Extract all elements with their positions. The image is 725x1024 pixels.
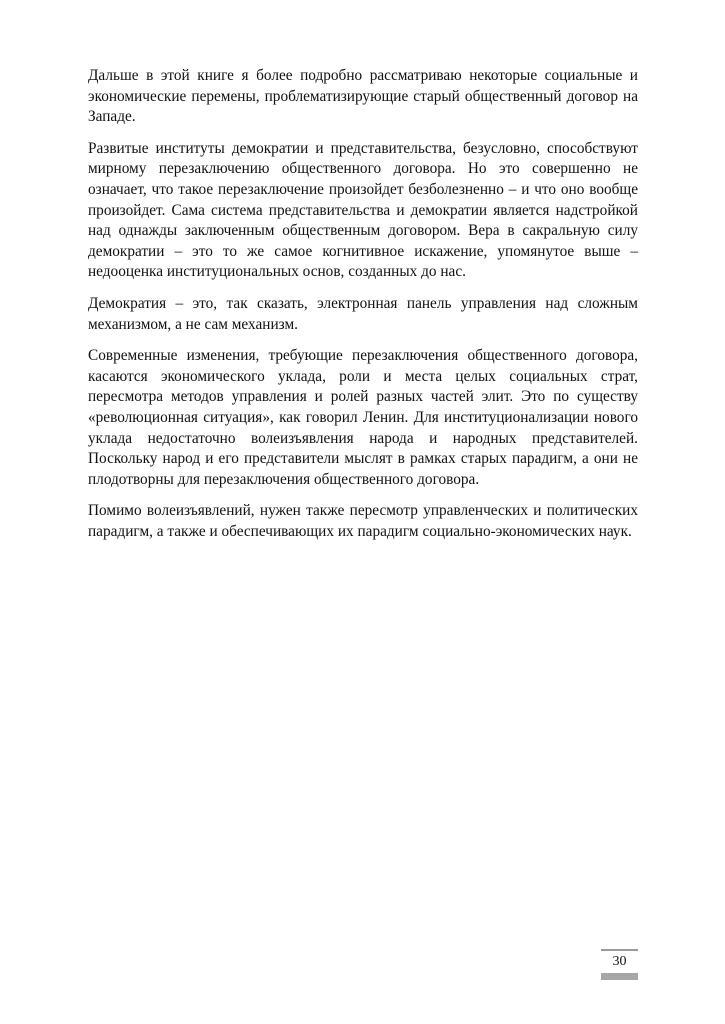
paragraph-1: Дальше в этой книге я более подробно рассматриваю некоторые социальные и экономические перемены, проблематизирующие старый общественный договор на Западе.	[88, 67, 638, 126]
paragraph-2: Развитые институты демократии и представительства, безусловно, способствуют мирному перезаключению общественного договора. Но это совершенно не означает, что такое перезаключение произойдет безболезненно – и что оно вообще произойдет. Сама система представительства и демократии является надстройкой над однажды заключенным общественным договором. Вера в сакральную силу демократии – это то же самое когнитивное искажение, упомянутое выше – недооценка институциональных основ, созданных до нас.	[88, 139, 638, 281]
paragraph-4: Современные изменения, требующие перезаключения общественного договора, касаются экономического уклада, роли и места целых социальных страт, пересмотра методов управления и ролей разных частей элит. Это по существу «революционная ситуация», как говорил Ленин. Для институционализации нового уклада недостаточно волеизъявления народа и народных представителей. Поскольку народ и его представители мыслят в рамках старых парадигм, а они не плодотворны для перезаключения общественного договора.	[88, 347, 638, 488]
page-number: 30	[612, 954, 627, 969]
page-number-bottom-bar	[601, 973, 638, 980]
paragraph-3: Демократия – это, так сказать, электронная панель управления над сложным механизмом, а не сам механизм.	[88, 294, 638, 333]
body-text	[88, 66, 638, 553]
page-number-top-rule	[601, 949, 638, 951]
paragraph-5: Помимо волеизъявлений, нужен также пересмотр управленческих и политических парадигм, а также и обеспечивающих их парадигм социально-экономических наук.	[88, 502, 638, 540]
page-number-block	[601, 949, 638, 981]
